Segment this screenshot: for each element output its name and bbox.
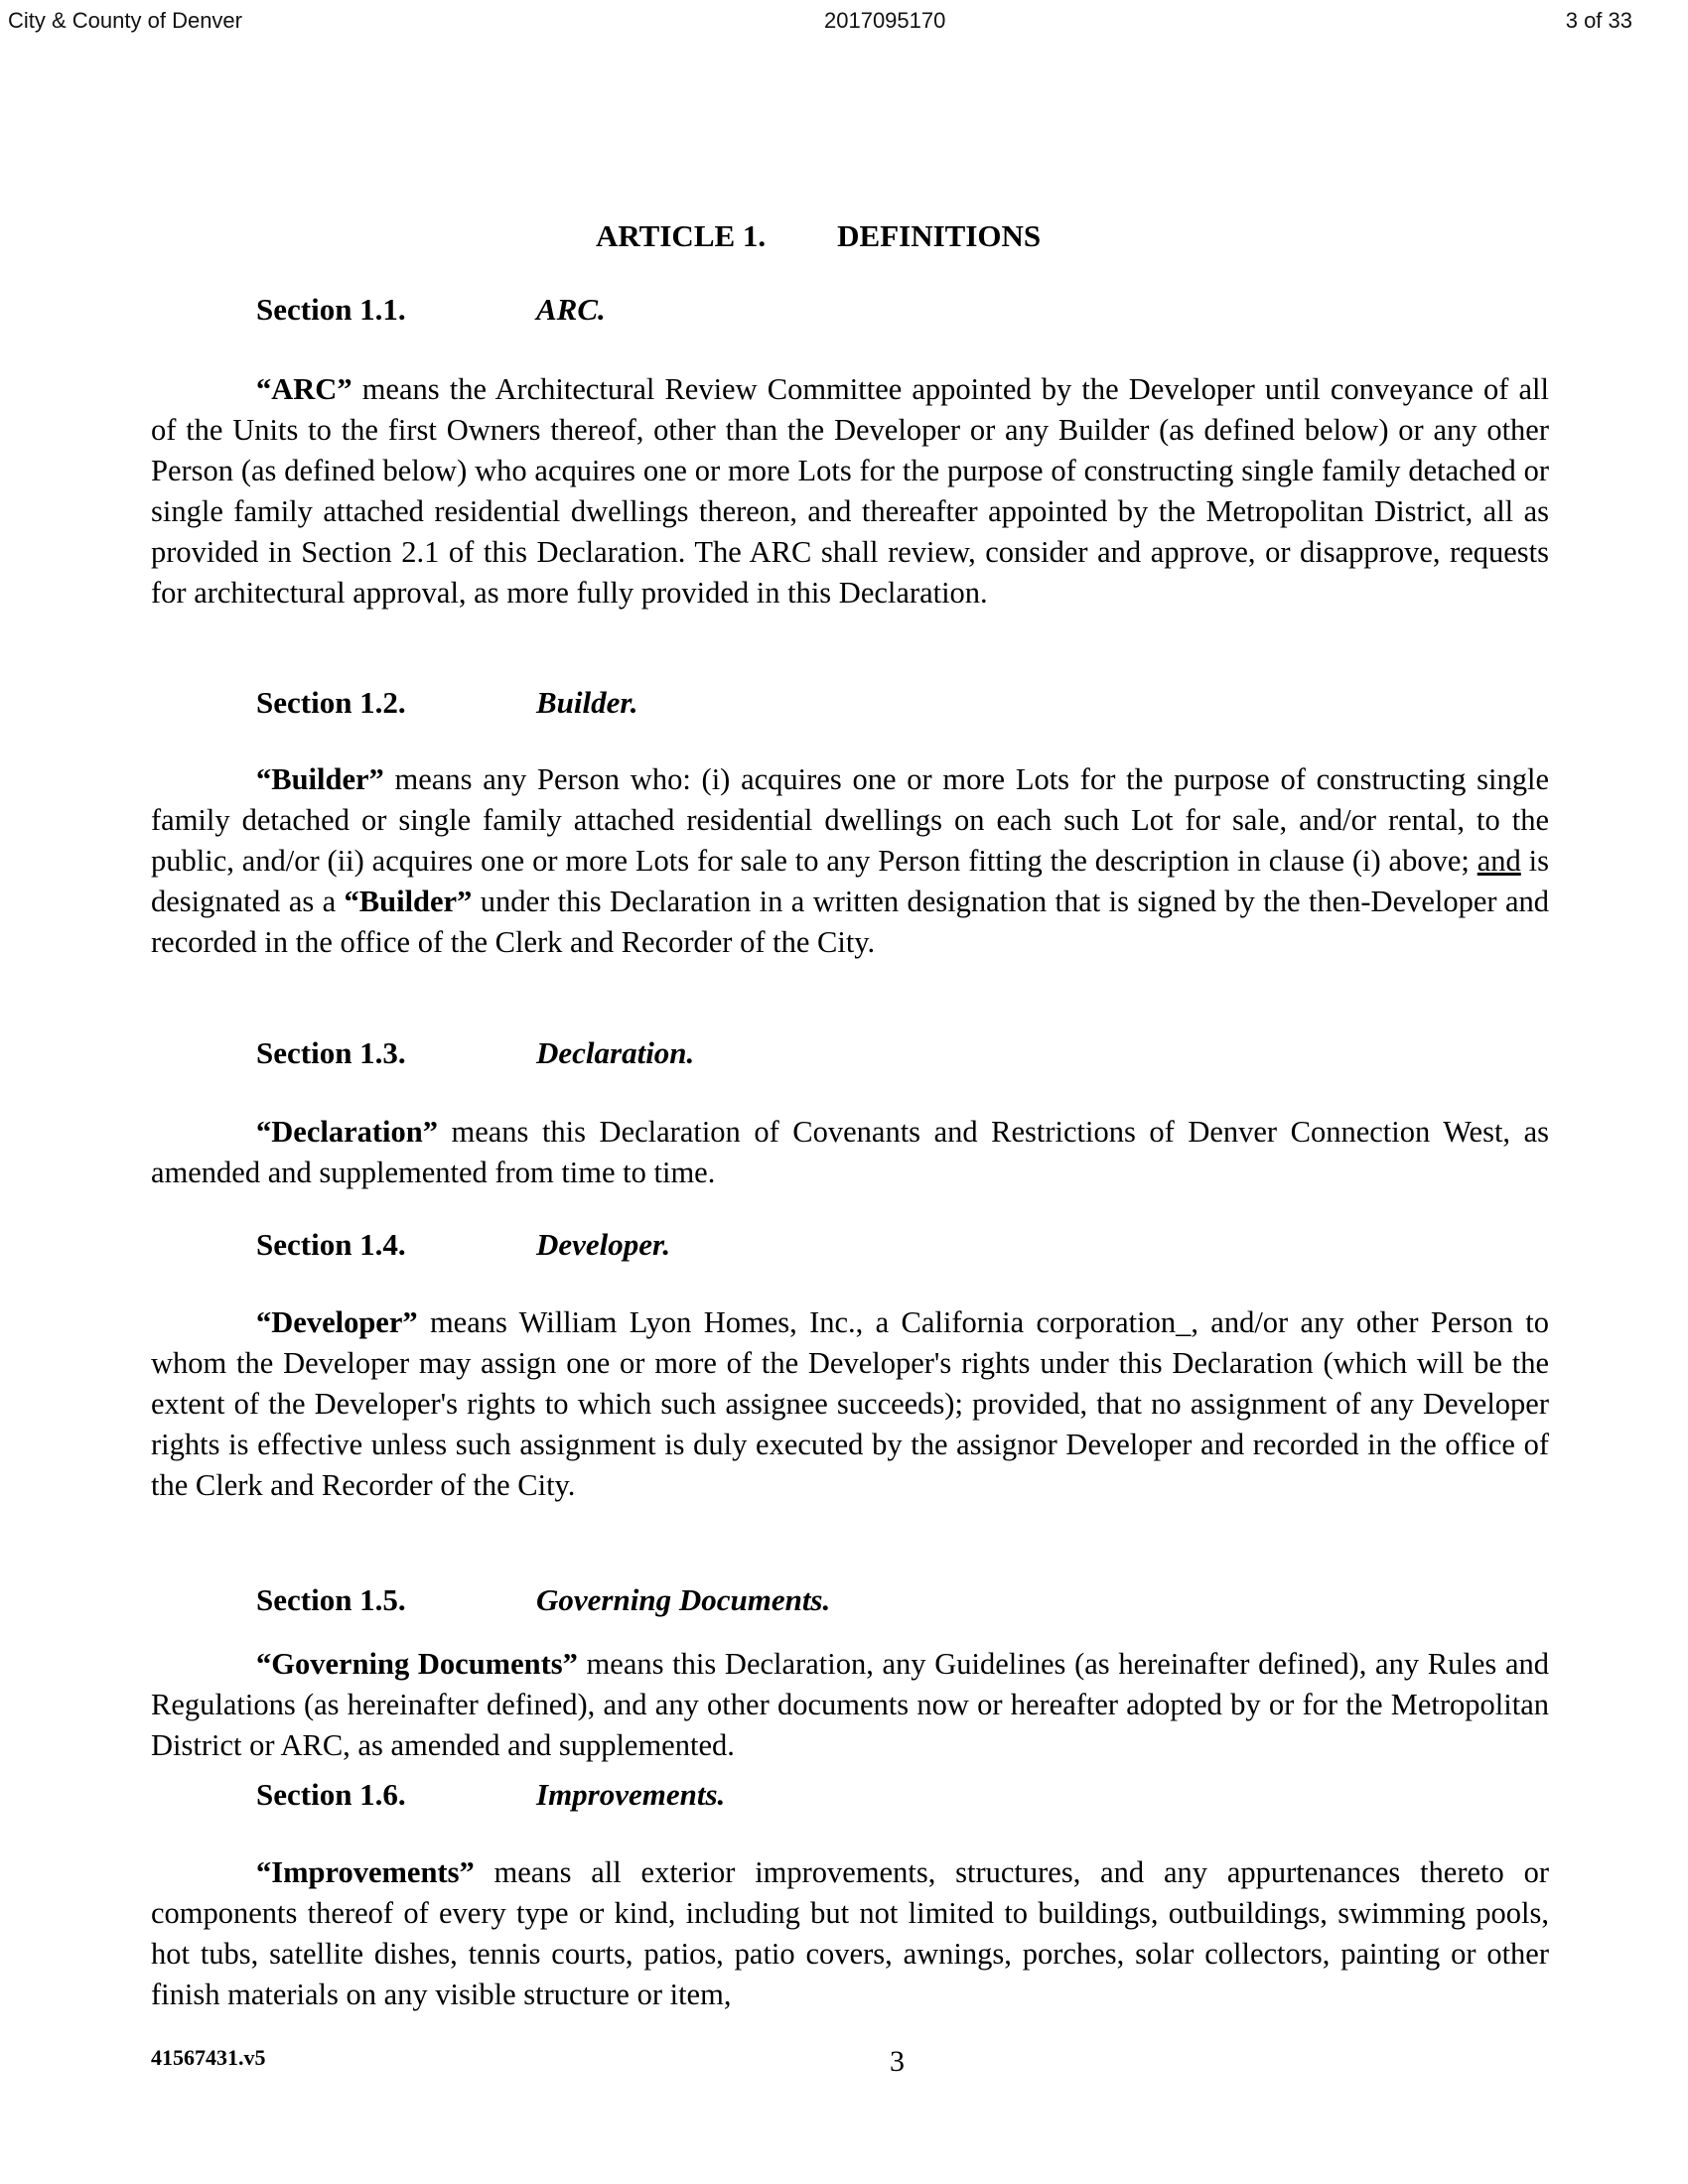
paragraph-text: is designated as a [151,844,1550,918]
section-number: Section 1.6. [256,1777,406,1812]
section-title: Developer. [536,1227,671,1262]
section-heading [256,292,606,328]
header-page-count: 3 of 33 [1565,8,1632,33]
section-paragraph [151,759,1549,963]
section-number: Section 1.1. [256,292,406,327]
section-paragraph [151,1112,1549,1193]
section-title: ARC. [536,292,606,327]
article-number: ARTICLE 1. [596,218,767,253]
paragraph-text: means all exterior improvements, structures, and any appurtenances thereto or components thereof of every type or kind, including but not limited to buildings, outbuildings, swimming pools, hot tubs, satellite dishes, tennis courts, patios, patio covers, awnings, porches, solar collectors, painting or other finish materials on any visible structure or item, [151,1855,1549,2011]
section-number: Section 1.5. [256,1582,406,1617]
section-heading [256,1227,670,1263]
section-title: Declaration. [536,1035,695,1070]
defined-term: “Governing Documents” [256,1647,578,1681]
section-title: Governing Documents. [536,1582,831,1617]
header-reception-number: 2017095170 [824,8,946,33]
section-title: Improvements. [536,1777,726,1812]
section-paragraph [151,1302,1549,1506]
footer-document-id: 41567431.v5 [151,2045,266,2070]
section-paragraph [151,369,1549,614]
section-heading [256,685,638,721]
section-paragraph [151,1644,1549,1766]
defined-term: “Declaration” [256,1115,438,1149]
defined-term: “ARC” [256,372,352,406]
defined-term: “Improvements” [256,1855,475,1889]
paragraph-text: means this Declaration of Covenants and Restrictions of Denver Connection West, as amended and supplemented from time to time. [151,1115,1549,1189]
section-title: Builder. [536,685,638,720]
section-number: Section 1.3. [256,1035,406,1070]
paragraph-text: means William Lyon Homes, Inc., a California corporation_, and/or any other Person to whom the Developer may assign one or more of the Developer's rights under this Declaration (which will be the extent of the Developer's rights to which such assignee succeeds); provided, that no assignment of any Developer rights is effective unless such assignment is duly executed by the assignor Developer and recorded in the office of the Clerk and Recorder of the City. [151,1305,1549,1502]
underlined-word: and [1477,844,1521,878]
section-heading [256,1777,725,1813]
paragraph-text: means any Person who: (i) acquires one or more Lots for the purpose of constructing single family detached or single family attached residential dwellings on each such Lot for sale, and/or rental, to the public, and/or (ii) acquires one or more Lots for sale to any Person fitting the description in clause (i) above; [151,762,1549,878]
defined-term: “Developer” [256,1305,418,1339]
section-paragraph [151,1852,1549,2015]
defined-term: “Builder” [256,762,384,796]
section-number: Section 1.4. [256,1227,406,1262]
section-heading [256,1035,694,1071]
article-title: DEFINITIONS [837,218,1042,253]
section-number: Section 1.2. [256,685,406,720]
defined-term: “Builder” [344,885,473,918]
footer-page-number: 3 [890,2045,905,2078]
section-heading [256,1582,830,1618]
paragraph-text: means the Architectural Review Committee appointed by the Developer until conveyance of all of the Units to the first Owners thereof, other than the Developer or any Builder (as defined below) or any other Person (as defined below) who acquires one or more Lots for the purpose of constructing single family detached or single family attached residential dwellings thereon, and thereafter appointed by the Metropolitan District, all as provided in Section 2.1 of this Declaration. The ARC shall review, consider and approve, or disapprove, requests for architectural approval, as more fully provided in this Declaration. [151,372,1549,610]
article-heading [596,218,1041,254]
paragraph-text: means this Declaration, any Guidelines (as hereinafter defined), any Rules and Regulations (as hereinafter defined), and any other documents now or hereafter adopted by or for the Metropolitan District or ARC, as amended and supplemented. [151,1647,1549,1762]
header-county: City & County of Denver [8,8,242,33]
paragraph-text: under this Declaration in a written designation that is signed by the then-Developer and recorded in the office of the Clerk and Recorder of the City. [151,885,1550,959]
